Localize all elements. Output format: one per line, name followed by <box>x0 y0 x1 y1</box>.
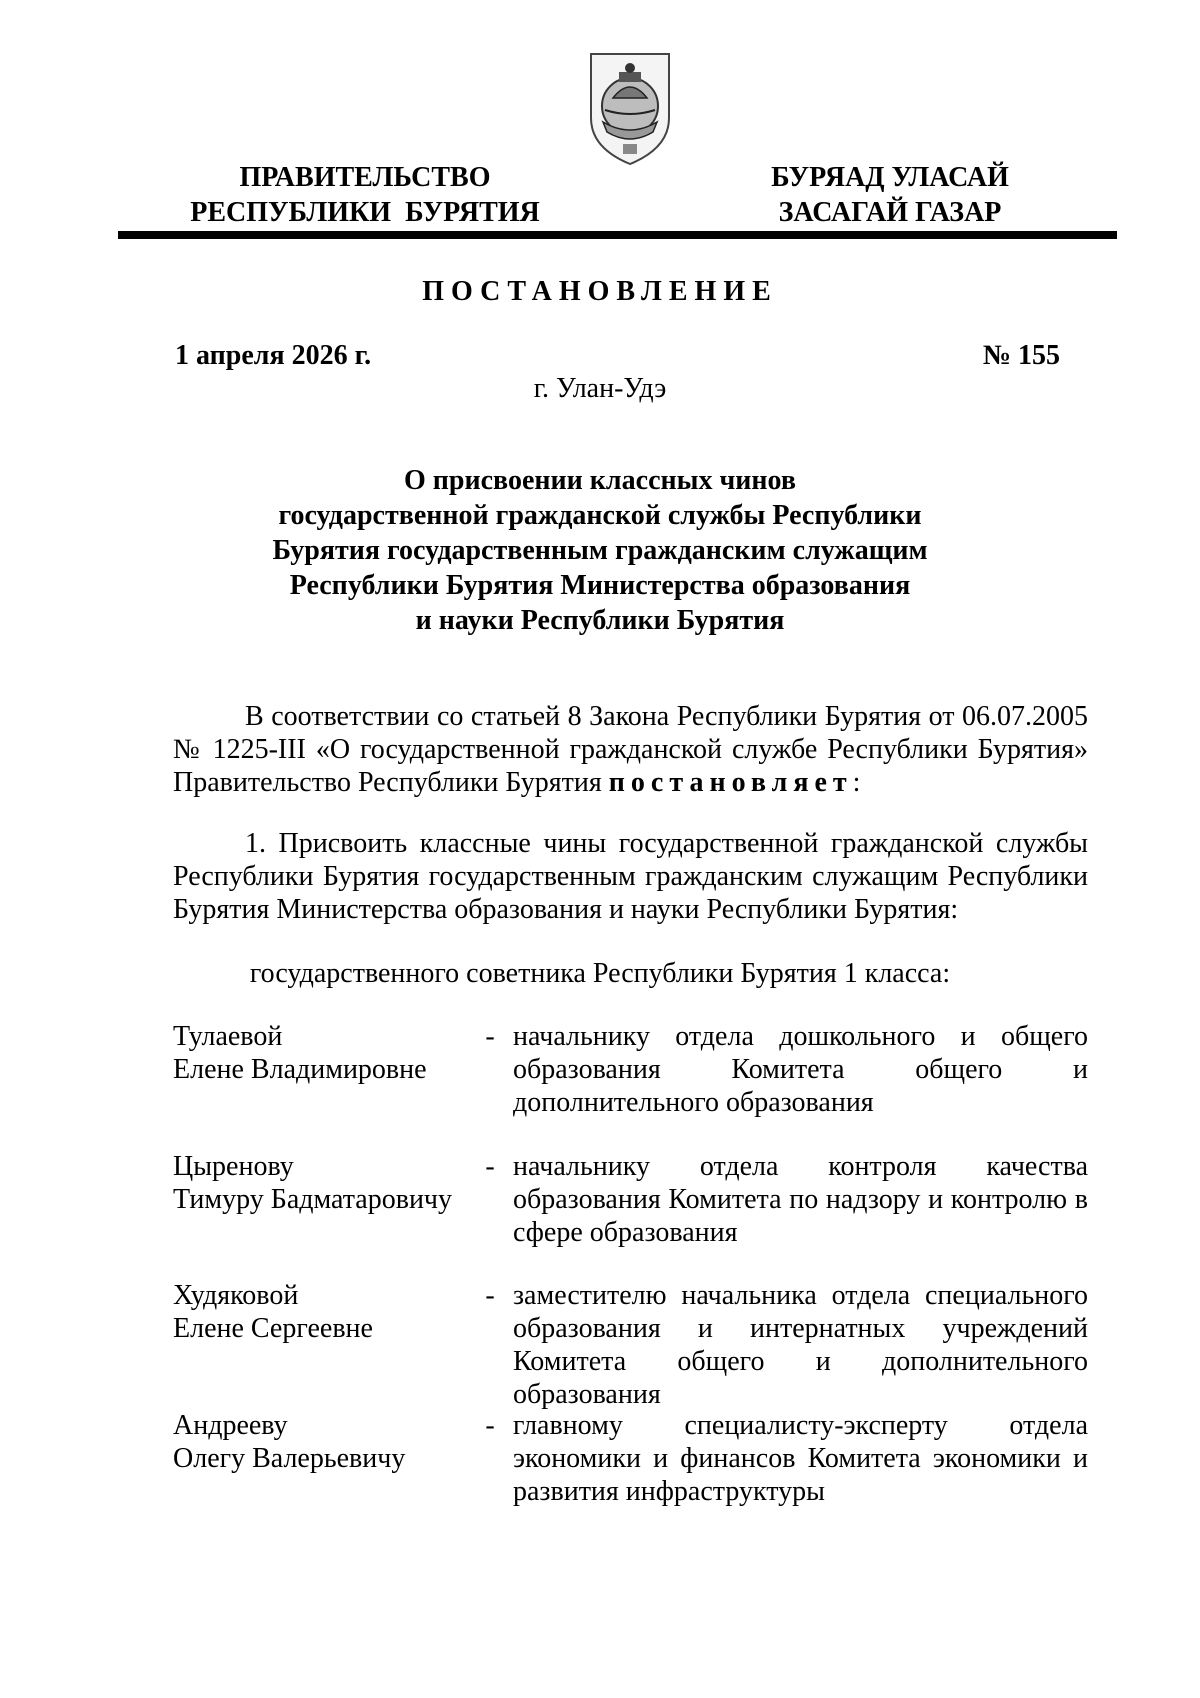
appointee-name <box>173 1409 473 1475</box>
entry-dash: - <box>485 1280 495 1311</box>
appointee-position: начальнику отдела контроля качества образования Комитета по надзору и контролю в сфере образования <box>513 1151 1088 1248</box>
appointee-position: главному специалисту-эксперту отдела экономики и финансов Комитета экономики и развития инфраструктуры <box>513 1410 1088 1507</box>
org-name-buryat-line-2: ЗАСАГАЙ ГАЗАР <box>778 197 1002 228</box>
appointee-name <box>173 1279 473 1345</box>
entry-dash: - <box>485 1021 495 1052</box>
preamble-text: В соответствии со статьей 8 Закона Республики Бурятия от 06.07.2005 № 1225-III «О государственной гражданской службе Республики Бурятия» Правительство Республики Бурятия <box>173 701 1088 798</box>
org-name-russian <box>150 160 580 230</box>
entry-dash: - <box>485 1410 495 1441</box>
preamble-paragraph <box>173 700 1088 799</box>
rank-heading: государственного советника Республики Бурятия 1 класса: <box>249 958 951 989</box>
appointee-surname: Тулаевой <box>173 1021 283 1052</box>
header-divider <box>118 231 1117 239</box>
title-line: государственной гражданской службы Республики <box>278 500 922 531</box>
org-name-buryat-line-1: БУРЯАД УЛАСАЙ <box>771 162 1009 193</box>
appointee-position: заместителю начальника отдела специального образования и интернатных учреждений Комитета общего и дополнительного образования <box>513 1280 1088 1410</box>
document-number: № 155 <box>982 340 1060 371</box>
appointee-given-name: Елене Владимировне <box>173 1054 427 1085</box>
org-name-line-2: РЕСПУБЛИКИ БУРЯТИЯ <box>190 197 540 228</box>
appointee-surname: Худяковой <box>173 1280 299 1311</box>
org-name-line-1: ПРАВИТЕЛЬСТВО <box>239 162 491 193</box>
title-line: О присвоении классных чинов <box>404 465 796 496</box>
title-line: Бурятия государственным гражданским служащим <box>272 535 928 566</box>
appointee-surname: Цыренову <box>173 1151 294 1182</box>
appointee-given-name: Олегу Валерьевичу <box>173 1443 406 1474</box>
document-type: ПОСТАНОВЛЕНИЕ <box>422 276 778 307</box>
appointee-given-name: Тимуру Бадматаровичу <box>173 1184 453 1215</box>
title-line: Республики Бурятия Министерства образования <box>289 570 911 601</box>
appointee-surname: Андрееву <box>173 1410 288 1441</box>
document-city: г. Улан-Удэ <box>533 373 667 404</box>
clause-1-paragraph: 1. Присвоить классные чины государственной гражданской службы Республики Бурятия государственным гражданским служащим Республики Бурятия Министерства образования и науки Республики Бурятия: <box>173 828 1088 925</box>
coat-of-arms-buryatia-icon <box>583 48 677 168</box>
preamble-end: : <box>852 767 861 798</box>
appointee-given-name: Елене Сергеевне <box>173 1313 373 1344</box>
entry-dash: - <box>485 1151 495 1182</box>
document-title <box>230 463 970 638</box>
org-name-buryat <box>745 160 1035 230</box>
appointee-name <box>173 1150 473 1216</box>
document-date: 1 апреля 2026 г. <box>175 340 372 371</box>
title-line: и науки Республики Бурятия <box>415 605 785 636</box>
resolution-keyword: постановляет <box>608 767 853 798</box>
appointee-name <box>173 1020 473 1086</box>
appointee-position: начальнику отдела дошкольного и общего образования Комитета общего и дополнительного образования <box>513 1021 1088 1118</box>
